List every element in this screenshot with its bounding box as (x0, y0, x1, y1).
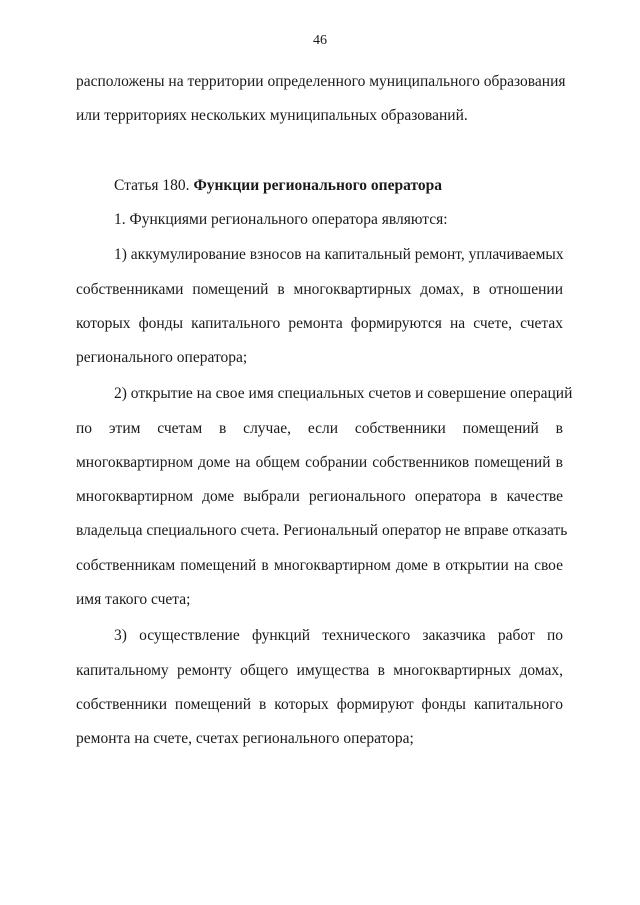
text-line: собственникам помещений в многоквартирном доме в открытии на свое (76, 557, 563, 574)
text-line: ремонта на счете, счетах регионального оператора; (76, 730, 414, 747)
text-line: по этим счетам в случае, если собственники помещений в (76, 420, 563, 437)
text-line: 1) аккумулирование взносов на капитальный ремонт, уплачиваемых (114, 246, 564, 263)
text-line: владельца специального счета. Региональный оператор не вправе отказать (76, 522, 568, 539)
page-number: 46 (313, 33, 327, 48)
text-line: 2) открытие на свое имя специальных счетов и совершение операций (114, 385, 573, 402)
text-line: капитальному ремонту общего имущества в многоквартирных домах, (76, 662, 563, 679)
text-line: собственниками помещений в многоквартирных домах, в отношении (76, 281, 563, 298)
article-heading (114, 176, 563, 196)
text-line: собственники помещений в которых формируют фонды капитального (76, 696, 563, 713)
text-line: расположены на территории определенного муниципального образования (76, 73, 566, 90)
article-title: Функции регионального оператора (193, 177, 442, 194)
text-line: имя такого счета; (76, 591, 191, 608)
article-number: Статья 180. (114, 177, 194, 194)
text-line: многоквартирном доме на общем собрании собственников помещений в (76, 454, 563, 471)
text-line: которых фонды капитального ремонта формируются на счете, счетах (76, 315, 563, 332)
text-line: регионального оператора; (76, 349, 248, 366)
text-line: 3) осуществление функций технического заказчика работ по (114, 627, 563, 644)
text-line: или территориях нескольких муниципальных образований. (76, 107, 468, 124)
text-line: 1. Функциями регионального оператора являются: (114, 211, 448, 228)
text-line: многоквартирном доме выбрали регионального оператора в качестве (76, 488, 563, 505)
